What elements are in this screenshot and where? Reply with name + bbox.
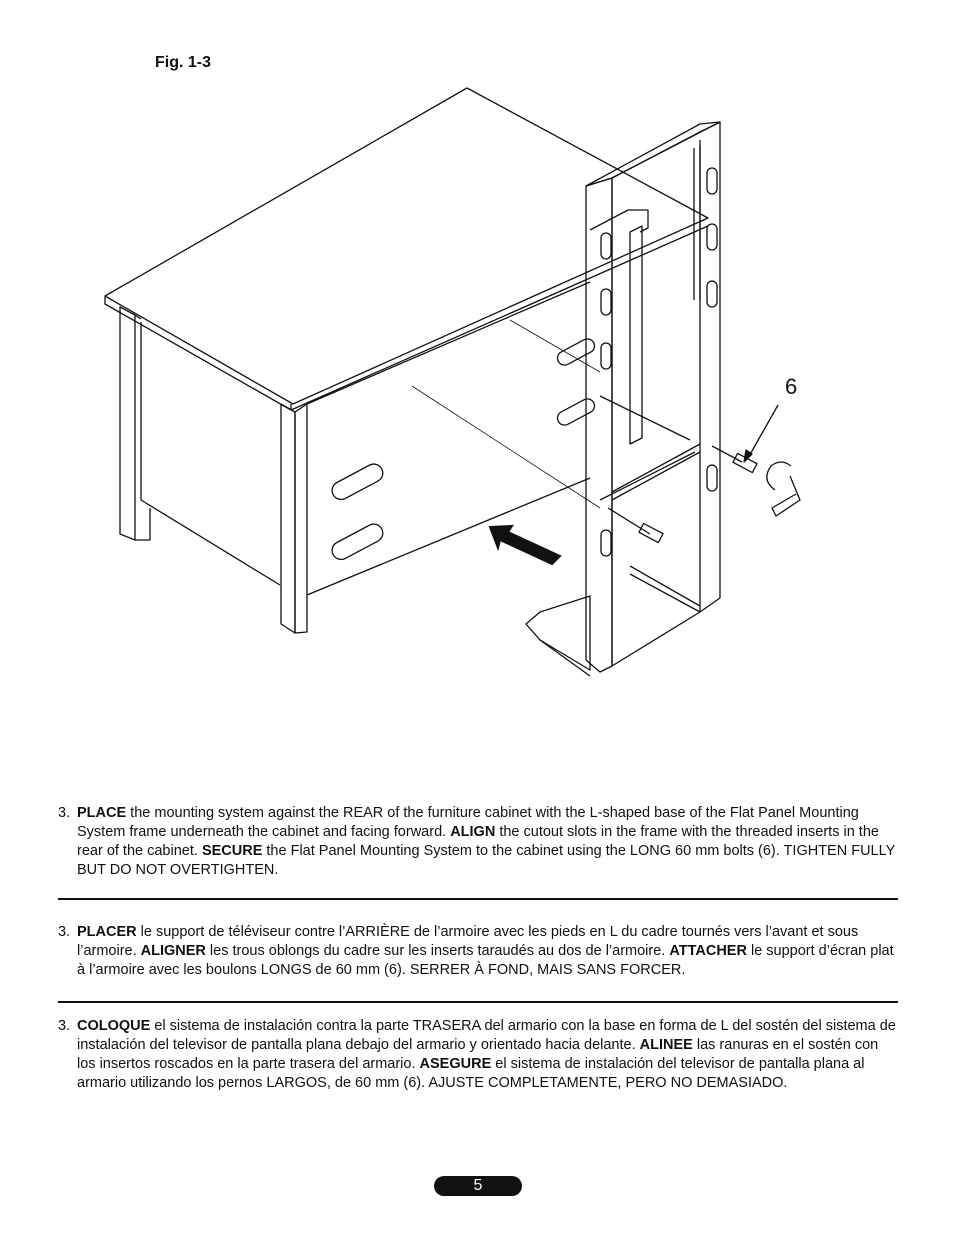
step-number: 3. [58, 1018, 71, 1034]
mounting-frame [526, 122, 720, 676]
instruction-text [77, 923, 898, 980]
instruction-segment: el sistema de instalación contra la parte TRASERA del armario con la base en forma de L del sostén del sistema de instalación del televisor de pantalla plana debajo del armario y orientado hacia delante. [77, 1018, 896, 1053]
instruction-segment: el sistema de instalación del televisor de pantalla plana al armario utilizando los pernos LARGOS, de 60 mm (6). AJUSTE COMPLETAMENTE, PERO NO DEMASIADO. [77, 1056, 865, 1091]
cabinet-body [120, 210, 695, 633]
instruction-keyword: PLACER [77, 924, 137, 940]
instruction-keyword: COLOQUE [77, 1018, 151, 1034]
instruction-keyword: PLACE [77, 805, 127, 821]
callout-arrow [744, 405, 778, 462]
step-number: 3. [58, 805, 71, 821]
instruction-keyword: ATTACHER [669, 943, 747, 959]
instruction-segment: the mounting system against the REAR of the furniture cabinet with the L-shaped base of the Flat Panel Mounting System frame underneath the cabinet and facing forward. [77, 805, 859, 840]
instruction-segment: las ranuras en el sostén con los insertos roscados en la parte trasera del armario. [77, 1037, 879, 1072]
divider [58, 898, 898, 900]
step-number: 3. [58, 924, 71, 940]
instruction-keyword: ALIGNER [140, 943, 206, 959]
instruction-keyword: ASEGURE [419, 1056, 492, 1072]
figure-label: Fig. 1-3 [155, 54, 212, 71]
push-direction-arrow [490, 526, 560, 564]
instruction-en [58, 804, 898, 880]
callout-number: 6 [785, 374, 798, 399]
alignment-lines [412, 320, 600, 508]
divider [58, 1001, 898, 1003]
instruction-segment: le support de téléviseur contre l’ARRIÈRE de l’armoire avec les pieds en L du cadre tournés vers l’avant et sous l’armoire. [77, 924, 859, 959]
page-number: 5 [434, 1176, 522, 1196]
instruction-segment: les trous oblongs du cadre sur les inserts taraudés au dos de l’armoire. [205, 943, 670, 959]
instruction-es [58, 1017, 898, 1093]
instruction-segment: le support d’écran plat à l’armoire avec les boulons LONGS de 60 mm (6). SERRER À FOND, MAIS SANS FORCER. [77, 943, 894, 978]
instruction-fr [58, 923, 898, 980]
instruction-keyword: SECURE [201, 843, 263, 859]
bolts [608, 446, 800, 543]
instruction-segment: the cutout slots in the frame with the threaded inserts in the rear of the cabinet. [77, 824, 879, 859]
instruction-text [77, 1017, 898, 1093]
instruction-keyword: ALINEE [639, 1037, 693, 1053]
instruction-text [77, 804, 898, 880]
instruction-keyword: ALIGN [450, 824, 496, 840]
instruction-segment: the Flat Panel Mounting System to the cabinet using the LONG 60 mm bolts (6). TIGHTEN FULLY BUT DO NOT OVERTIGHTEN. [77, 843, 896, 878]
